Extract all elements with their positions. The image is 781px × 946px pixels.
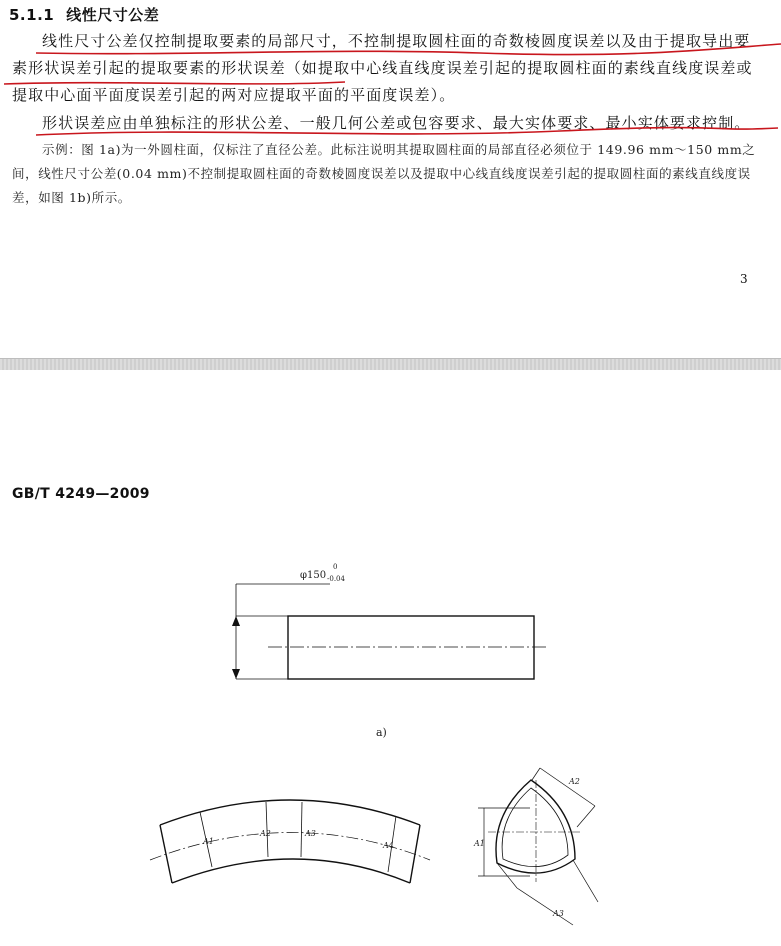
standard-header: GB/T 4249—2009 [12, 486, 150, 502]
triangle-dim-a2 [540, 768, 595, 806]
section-number: 5.1.1 [9, 6, 55, 24]
section-title: 线性尺寸公差 [66, 6, 160, 24]
tolerance-upper: 0 [333, 563, 338, 571]
triangle-dim-a3 [517, 888, 573, 925]
label-a2-triangle: A2 [569, 777, 580, 786]
local-size-3 [301, 802, 302, 857]
label-a3-triangle: A3 [553, 909, 564, 918]
tolerance-lower: -0.04 [327, 575, 345, 583]
figure-a-cylinder [232, 584, 548, 679]
caption-a: a) [376, 726, 387, 739]
paragraph-1: 线性尺寸公差仅控制提取要素的局部尺寸，不控制提取圆柱面的奇数棱圆度误差以及由于提取导出要素形状误差引起的提取要素的形状误差（如提取中心线直线度误差引起的提取圆柱面的素线直线度误差或提取中心面平面度误差引起的两对应提取平面的平面度误差）。 [12, 32, 753, 104]
label-a1-curved: A1 [203, 837, 214, 846]
page-number: 3 [740, 272, 748, 286]
label-a1-triangle: A1 [474, 839, 485, 848]
cylinder-outline [288, 616, 534, 679]
example-text: 示例：图 1a)为一外圆柱面，仅标注了直径公差。此标注说明其提取圆柱面的局部直径必须位于 149.96 mm～150 mm之间，线性尺寸公差(0.04 mm)不控制提取圆柱面的奇数棱圆度误差以及提取中心线直线度误差引起的提取圆柱面的素线直线度误差，如图 1b)所示。 [12, 142, 756, 205]
label-a2-curved: A2 [260, 829, 271, 838]
triangle-ext-a2 [532, 768, 540, 780]
paragraph-2: 形状误差应由单独标注的形状公差、一般几何公差或包容要求、最大实体要求、最小实体要求控制。 [42, 114, 751, 132]
triangle-ext-a2b [577, 806, 595, 827]
triangle-ext-a3b [573, 860, 598, 902]
triangle-ext-a3a [497, 863, 517, 888]
document-page-3 [0, 0, 781, 358]
figure-b-reuleaux-triangle [478, 768, 598, 925]
label-a3-curved: A3 [305, 829, 316, 838]
arrow-top [232, 616, 240, 626]
label-a4-curved: A4 [383, 841, 394, 850]
curved-bar-bottom [172, 859, 410, 883]
section-heading [9, 4, 159, 25]
document-page-4 [0, 370, 781, 946]
diameter-dimension: φ150 [300, 570, 327, 581]
curved-bar-top [160, 800, 420, 825]
figure-1 [0, 370, 781, 946]
arrow-bottom [232, 669, 240, 679]
